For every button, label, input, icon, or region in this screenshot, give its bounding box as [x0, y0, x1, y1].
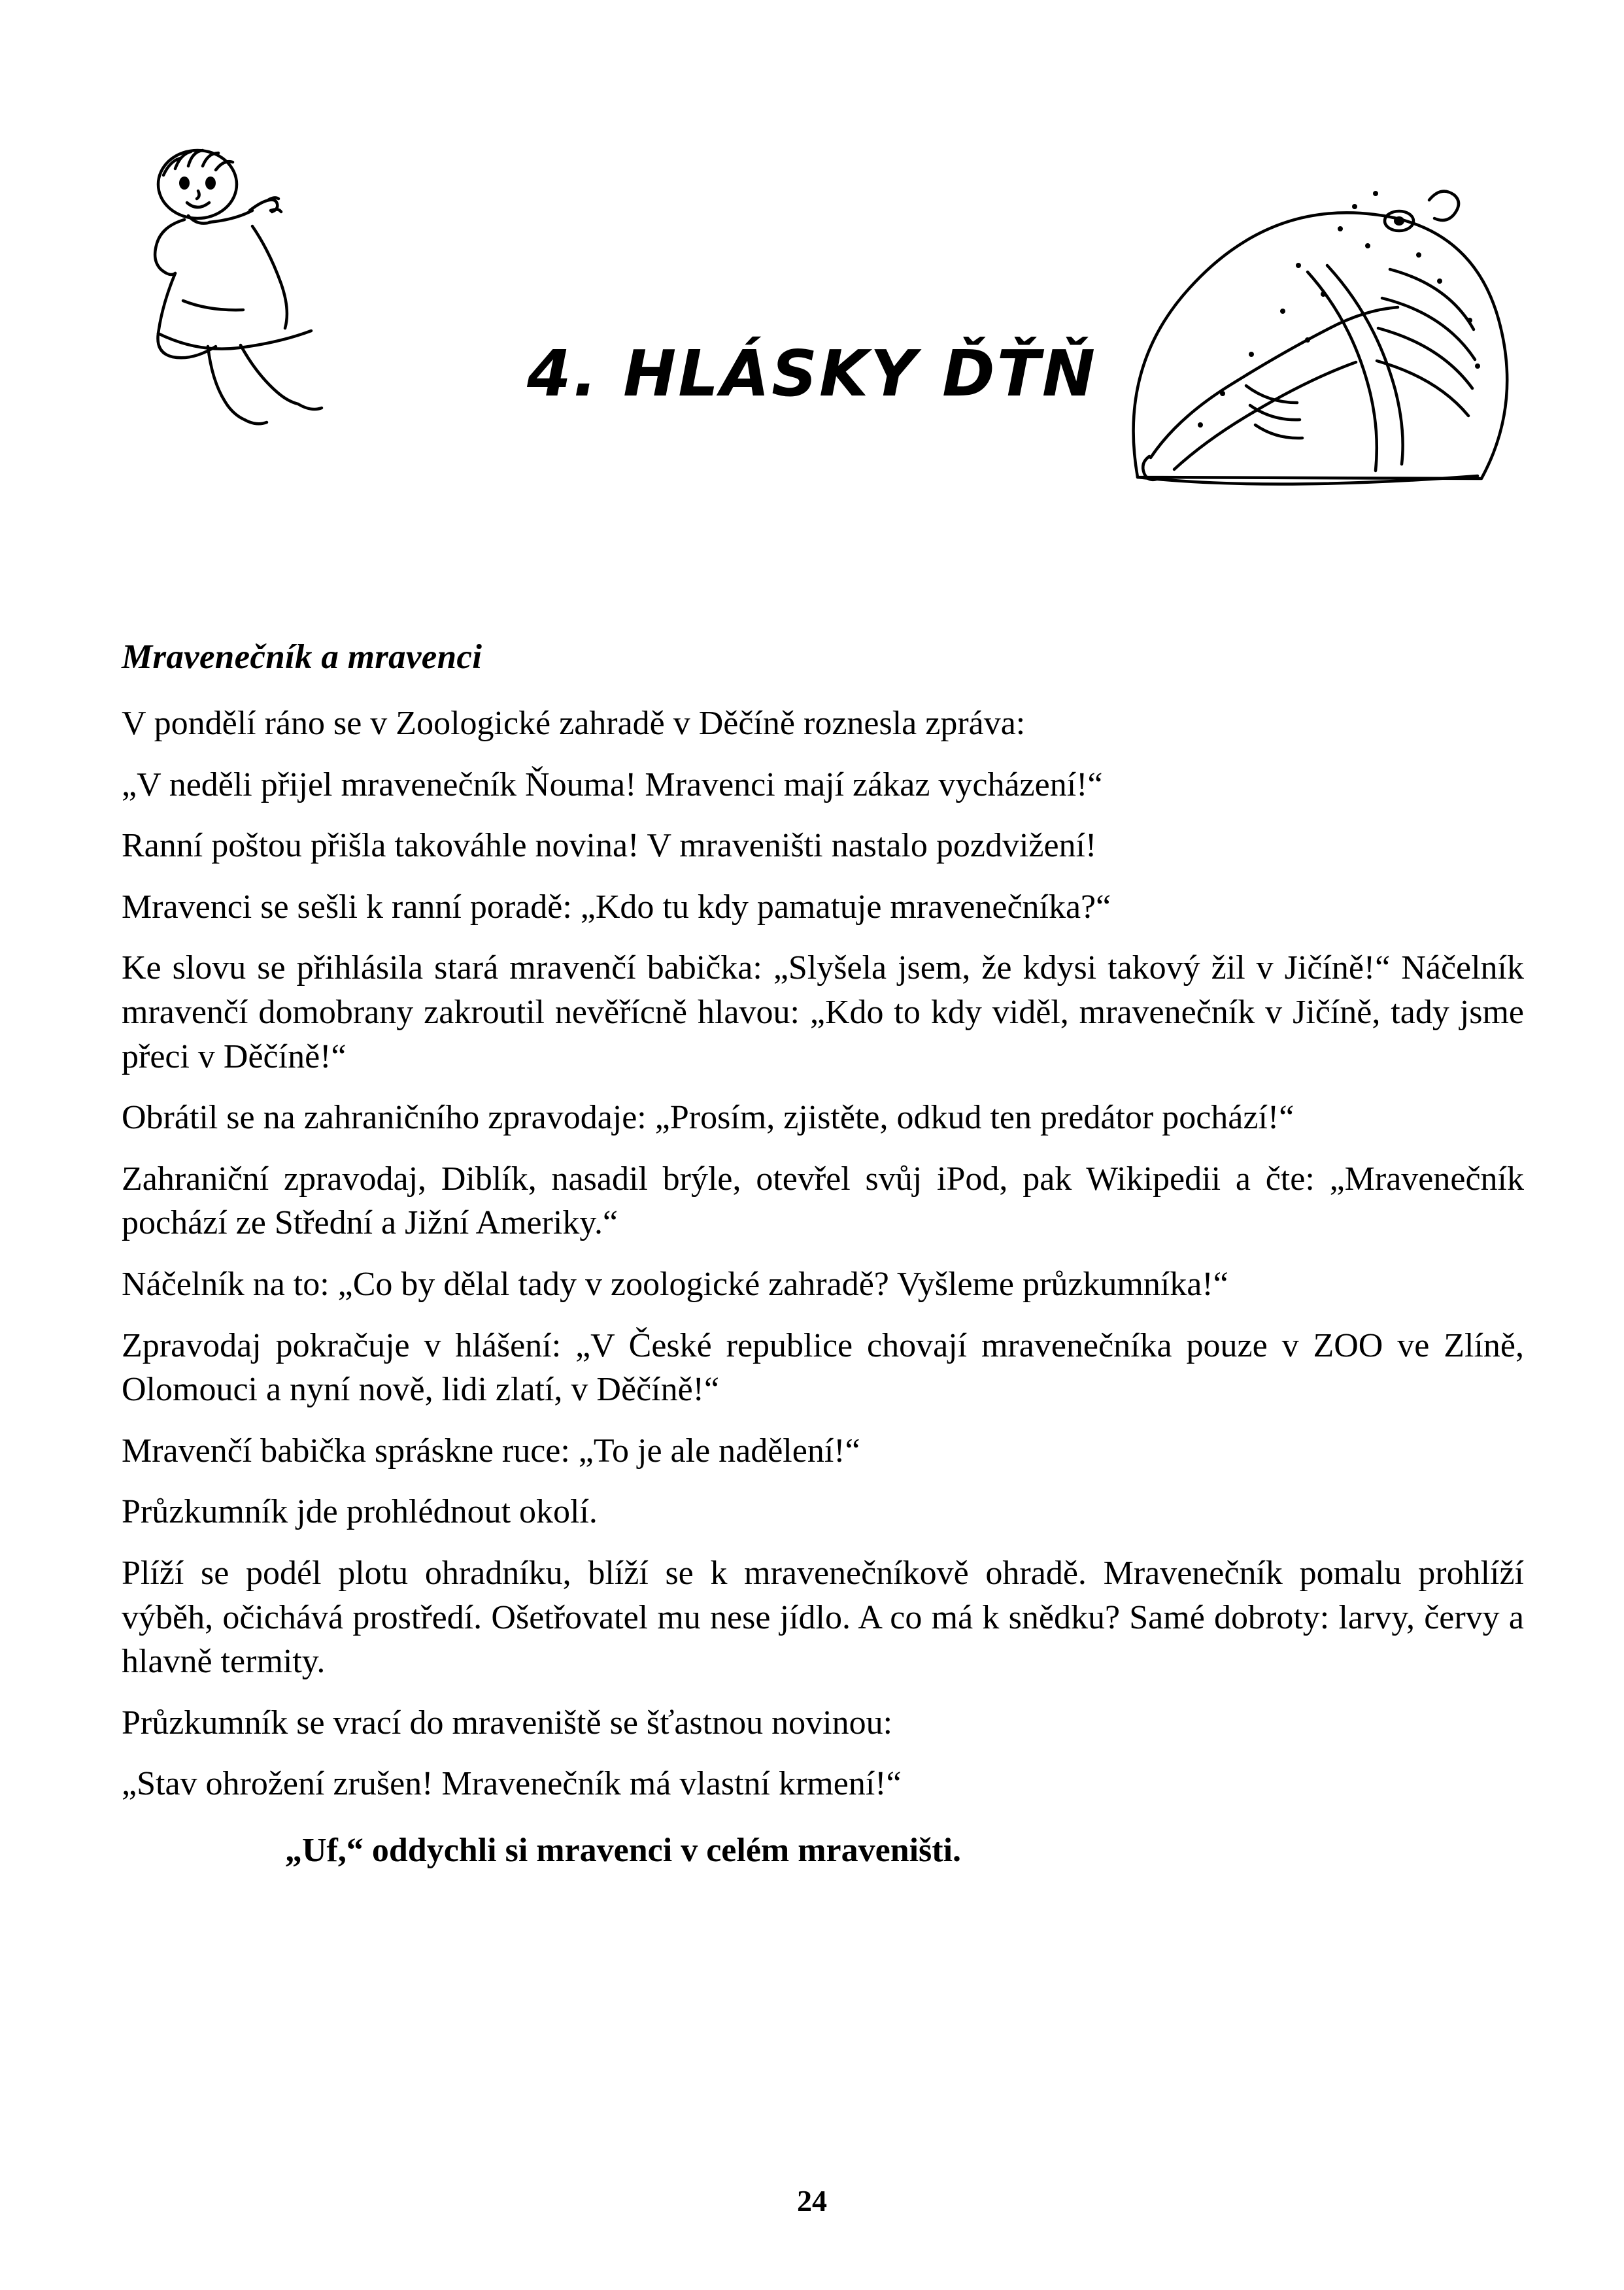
article-body [122, 637, 1524, 1872]
paragraph: Mravenci se sešli k ranní poradě: „Kdo tu kdy pamatuje mravenečníka?“ [122, 888, 1111, 926]
paragraph: Zpravodaj pokračuje v hlášení: „V České republice chovají mravenečníka pouze v ZOO ve Zlíně, Olomouci a nyní nově, lidi zlatí, v Děčíně!“ [122, 1326, 1524, 1409]
paragraph: Zahraniční zpravodaj, Diblík, nasadil brýle, otevřel svůj iPod, pak Wikipedii a čte: „Mravenečník pochází ze Střední a Jižní Ameriky.“ [122, 1160, 1524, 1242]
paragraph: Obrátil se na zahraničního zpravodaje: „Prosím, zjistěte, odkud ten predátor pochází!“ [122, 1099, 1294, 1137]
page-header [0, 111, 1624, 543]
paragraph: Průzkumník jde prohlédnout okolí. [122, 1493, 598, 1531]
paragraph: Mravenčí babička spráskne ruce: „To je ale nadělení!“ [122, 1432, 860, 1470]
paragraph: „Stav ohrožení zrušen! Mravenečník má vlastní krmení!“ [122, 1765, 902, 1803]
page-number: 24 [797, 2184, 827, 2217]
paragraph: V pondělí ráno se v Zoologické zahradě v Děčíně roznesla zpráva: [122, 705, 1026, 742]
story-subtitle: Mravenečník a mravenci [122, 638, 482, 676]
anteater-doodle-illustration [1111, 150, 1517, 516]
paragraph: Ranní poštou přišla takováhle novina! V mraveništi nastalo pozdvižení! [122, 827, 1097, 865]
paragraph: Průzkumník se vrací do mraveniště se šťastnou novinou: [122, 1704, 893, 1742]
paragraph: Náčelník na to: „Co by dělal tady v zoologické zahradě? Vyšleme průzkumníka!“ [122, 1265, 1228, 1303]
paragraph: Plíží se podél plotu ohradníku, blíží se k mravenečníkově ohradě. Mravenečník pomalu prohlíží výběh, očichává prostředí. Ošetřovatel mu nese jídlo. A co má k snědku? Samé dobroty: larvy, červy a hlavně termity. [122, 1554, 1524, 1681]
closing-line: „Uf,“ oddychli si mravenci v celém mraveništi. [285, 1831, 962, 1869]
paragraph: „V neděli přijel mravenečník Ňouma! Mravenci mají zákaz vycházení!“ [122, 766, 1103, 803]
page-title: 4. HLÁSKY ĎŤŇ [526, 337, 1098, 411]
paragraph: Ke slovu se přihlásila stará mravenčí babička: „Slyšela jsem, že kdysi takový žil v Jičíně!“ Náčelník mravenčí domobrany zakroutil nevěřícně hlavou: „Kdo to kdy viděl, mravenečník v Jičíně, tady jsme přeci v Děčíně!“ [122, 949, 1524, 1075]
